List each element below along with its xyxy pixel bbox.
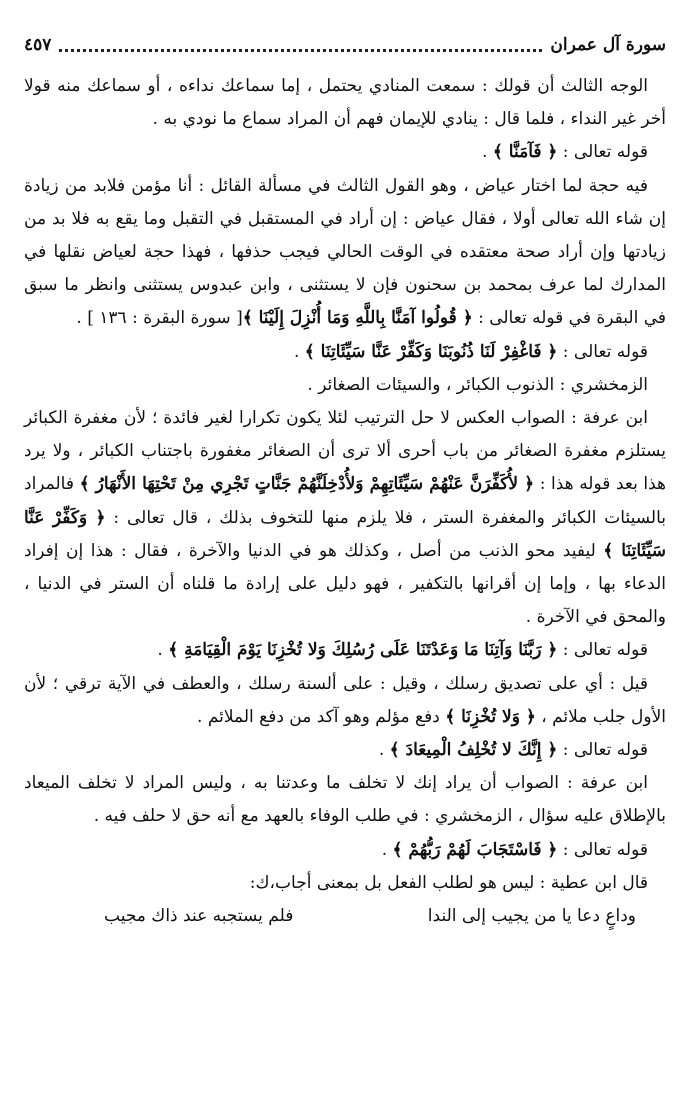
verse-intro-label: قوله تعالى :: [562, 640, 648, 661]
punctuation: .: [381, 839, 393, 860]
verse-intro-label: قوله تعالى :: [562, 142, 648, 163]
quran-verse: ﴿ فَآمَنَّا ﴾: [492, 142, 558, 163]
verse-intro: [24, 336, 666, 369]
poem-verse: [24, 900, 666, 933]
poem-second-hemistich: فلم يستجبه عند ذاك مجيب: [104, 906, 294, 927]
paragraph: الوجه الثالث أن قولك : سمعت المنادي يحتمل ، إما سماعك نداءه ، أو سماعك منه قولا أخر غير النداء ، فلما قال : ينادي للإيمان فهم أن المراد سماع ما نودي به .: [24, 76, 666, 130]
verse-intro-label: قوله تعالى :: [562, 740, 648, 761]
paragraph-text: ابن عرفة : الصواب العكس لا حل الترتيب لئلا يكون تكرارا لغير فائدة ؛ لأن مغفرة الكبائر يستلزم مغفرة الصغائر من باب أحرى ألا ترى أن الصغائر مغفورة باجتناب الكبائر ، ولا يرد هذا بعد قوله هذا :: [24, 408, 667, 495]
quran-verse: ﴿ لأُكَفِّرَنَّ عَنْهُمْ سَيِّئَاتِهِمْ وَلأُدْخِلَنَّهُمْ جَنَّاتٍ تَجْرِي مِنْ تَحْتِهَا الأَنْهَارُ ﴾: [79, 474, 535, 495]
punctuation: .: [293, 341, 305, 362]
paragraph-text: قيل : أي على تصديق رسلك ، وقيل : على ألسنة رسلك ، والعطف في الآية ترقي ؛ لأن الأول جلب ملائم ،: [24, 673, 666, 727]
verse-reference: [ سورة البقرة : ١٣٦ ] .: [76, 308, 243, 329]
verse-intro: [24, 136, 666, 169]
page-number: ٤٥٧: [24, 35, 52, 55]
paragraph-text: فالمراد بالسيئات الكبائر والمغفرة الستر ، فلا يلزم منها للتخوف بذلك ، قال تعالى :: [24, 474, 666, 528]
quran-verse: ﴿ فَاغْفِرْ لَنَا ذُنُوبَنَا وَكَفِّرْ عَنَّا سَيِّئَاتِنَا ﴾: [304, 341, 558, 362]
punctuation: .: [482, 142, 493, 163]
paragraph: [24, 402, 666, 634]
quran-verse: ﴿ وَكَفِّرْ عَنَّا سَيِّئَاتِنَا ﴾: [24, 507, 666, 561]
quran-verse: ﴿ وَلا تُخْزِنَا ﴾: [445, 706, 536, 727]
paragraph: [24, 170, 666, 336]
verse-intro-label: قوله تعالى :: [562, 341, 648, 362]
header-dotted-leader: [59, 39, 542, 52]
verse-intro-label: قوله تعالى :: [562, 839, 648, 860]
paragraph-text: فيه حجة لما اختار عياض ، وهو القول الثالث في مسألة القائل : أنا مؤمن فلابد من زيادة إن شاء الله تعالى أولا ، فقال عياض : إن أراد في المستقبل في التقبل وما يقع به فلا بد من زيادتها وإن أراد صحة معتقده في الوقت الحالي فيجب حذفها ، فهذا حجة لعياض نقلها في المدارك لما عرف بمحمد بن سحنون فإن لا يستثنى ، وابن عبدوس يستثنى وانظر ما سبق في البقرة في قوله تعالى :: [24, 175, 666, 329]
paragraph-text: دفع مؤلم وهو آكد من دفع الملائم .: [197, 706, 440, 727]
page-header: [24, 30, 666, 60]
punctuation: .: [378, 740, 390, 761]
verse-intro: [24, 734, 666, 767]
paragraph: ابن عرفة : الصواب أن يراد إنك لا تخلف ما وعدتنا به ، وليس المراد لا تخلف الميعاد بالإطلاق عليه سؤال ، الزمخشري : في طلب الوفاء بالعهد مع أنه حق لا حلف فيه .: [24, 773, 666, 827]
verse-intro: [24, 634, 666, 667]
paragraph: الزمخشري : الذنوب الكبائر ، والسيئات الصغائر .: [307, 374, 648, 395]
paragraph-text: ليفيد محو الذنب من أصل ، وكذلك هو في الدنيا والآخرة ، فقال : هذا إن إفراد الدعاء بها ، وإما إن أقرانها بالتكفير ، فهو دليل على إرادة ما قلناه أن الستر في الدنيا ، والمحق في الآخرة .: [24, 540, 666, 628]
page-body: [24, 70, 666, 900]
paragraph: [24, 668, 666, 734]
paragraph: قال ابن عطية : ليس هو لطلب الفعل بل بمعنى أجاب،ك:: [249, 872, 648, 893]
poem-first-hemistich: وداعٍ دعا يا من يجيب إلى الندا: [427, 906, 636, 927]
punctuation: .: [157, 640, 169, 661]
quran-verse: ﴿ فَاسْتَجَابَ لَهُمْ رَبُّهُمْ ﴾: [392, 839, 558, 860]
verse-intro: [24, 834, 666, 867]
quran-verse: ﴿ رَبَّنَا وَآتِنَا مَا وَعَدْتَنَا عَلَى رُسُلِكَ وَلا تُخْزِنَا يَوْمَ الْقِيَامَةِ ﴾: [168, 640, 558, 661]
quran-verse: ﴿ قُولُوا آمَنَّا بِاللَّهِ وَمَا أُنْزِلَ إِلَيْنَا ﴾: [242, 308, 473, 329]
surah-title: سورة آل عمران: [550, 35, 666, 55]
quran-verse: ﴿ إِنَّكَ لا تُخْلِفُ الْمِيعَادَ ﴾: [389, 740, 558, 761]
